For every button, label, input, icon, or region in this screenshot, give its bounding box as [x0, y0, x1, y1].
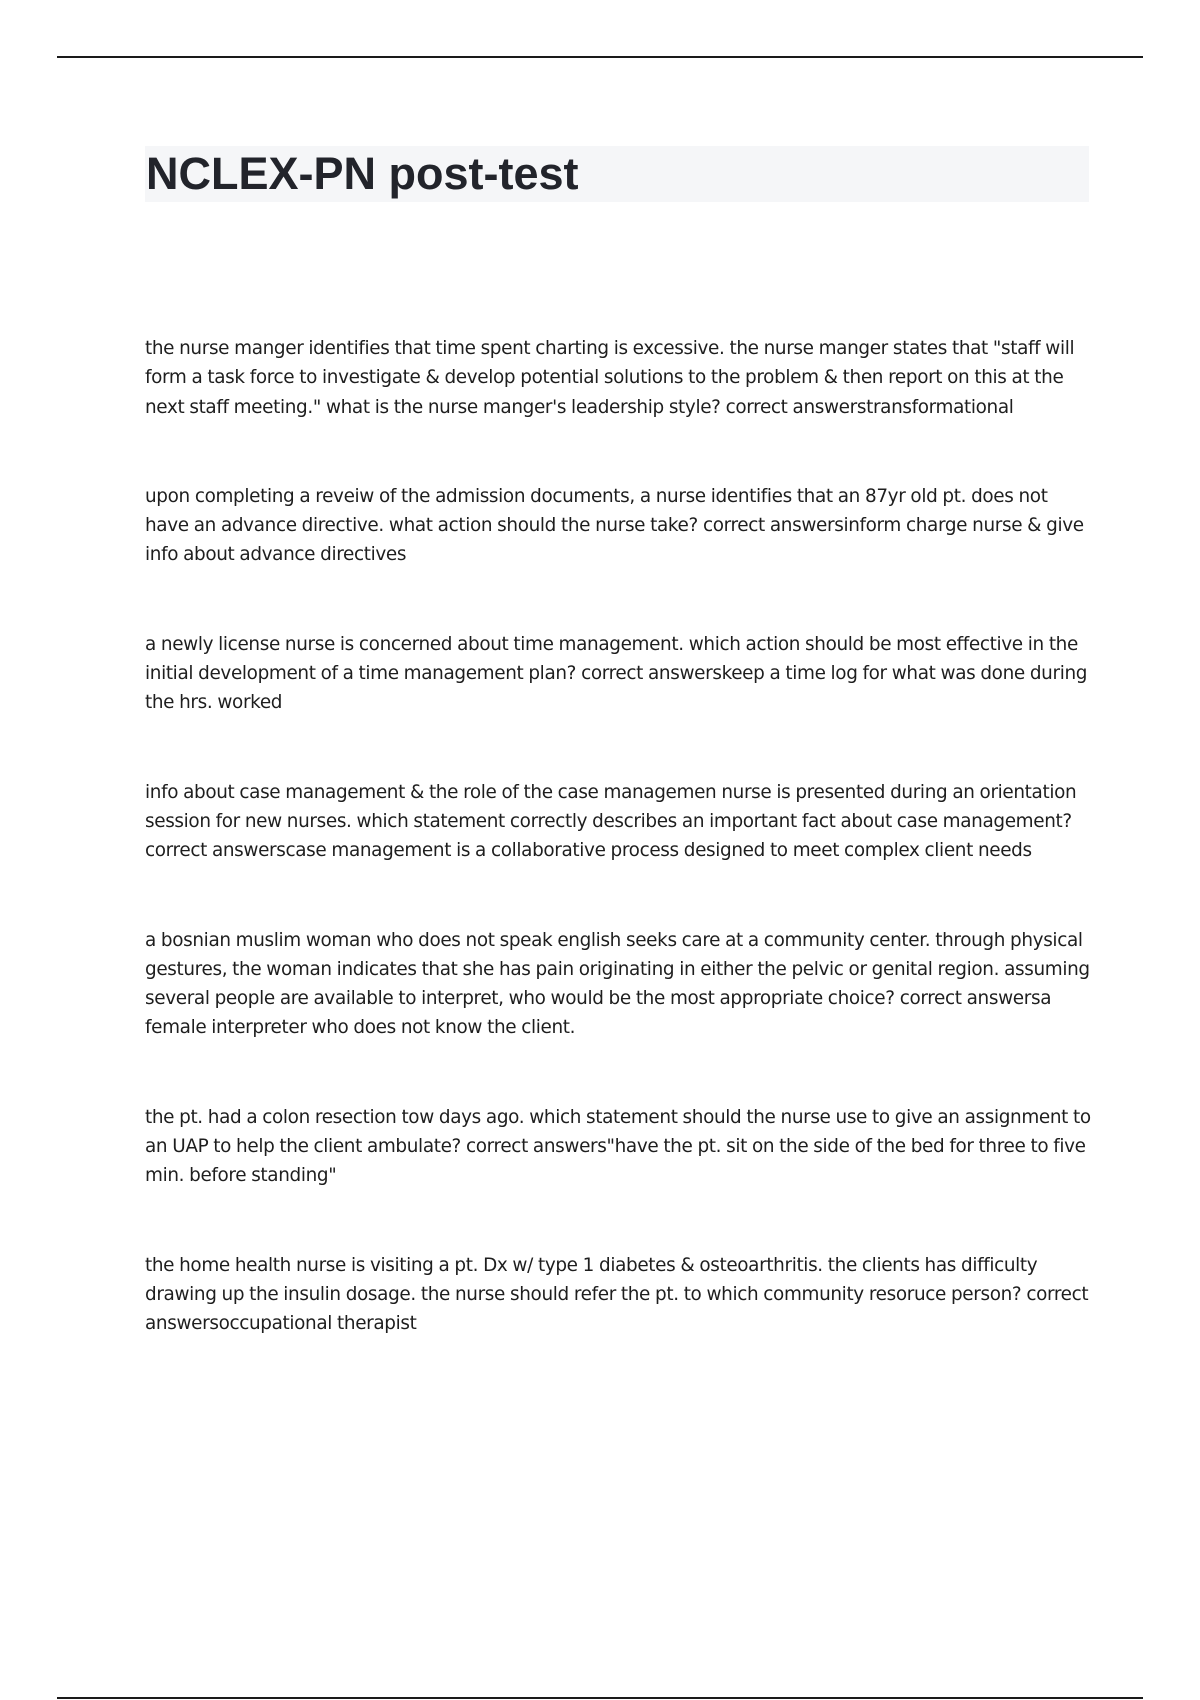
question-text: a newly license nurse is concerned about time management. which action should be most effective in the initial development of a time management plan? [145, 633, 1078, 685]
question-text: the pt. had a colon resection tow days ago. which statement should the nurse use to give an assignment to an UAP to help the client ambulate? [145, 1106, 1091, 1158]
answer-text: transformational [866, 396, 1014, 418]
answer-label: correct answers [145, 1283, 1089, 1335]
answer-text: occupational therapist [218, 1313, 417, 1335]
page-title: NCLEX-PN post-test [146, 148, 579, 199]
answer-label: correct answers [725, 396, 867, 418]
answer-label: correct answers [581, 663, 722, 685]
answer-label: correct answers [465, 1136, 607, 1158]
answer-label: correct answers [899, 988, 1041, 1010]
list-item [145, 926, 1095, 1043]
list-item [145, 334, 1095, 422]
list-item [145, 1103, 1095, 1191]
list-item [145, 778, 1095, 866]
answer-text: case management is a collaborative process designed to meet complex client needs [285, 840, 1032, 862]
question-text: upon completing a reveiw of the admission documents, a nurse identifies that an 87yr old pt. does not have an advance directive. what action should the nurse take? [145, 485, 1048, 537]
top-divider [57, 56, 1143, 58]
list-item [145, 482, 1095, 570]
answer-label: correct answers [145, 840, 286, 862]
answer-text: inform charge nurse & give info about advance directives [145, 515, 1084, 566]
list-item [145, 1251, 1095, 1339]
bottom-divider [57, 1697, 1143, 1699]
answer-label: correct answers [702, 515, 844, 537]
answer-text: keep a time log for what was done during the hrs. worked [145, 663, 1088, 714]
answer-text: "have the pt. sit on the side of the bed for three to five min. before standing" [145, 1136, 1086, 1187]
question-text: the home health nurse is visiting a pt. Dx w/ type 1 diabetes & osteoarthritis. the clients has difficulty drawing up the insulin dosage. the nurse should refer the pt. to which community resoruce person? [145, 1254, 1038, 1305]
list-item [145, 630, 1095, 718]
answer-text: a female interpreter who does not know the client. [145, 988, 1052, 1039]
question-text: the nurse manger identifies that time spent charting is excessive. the nurse manger states that "staff will form a task force to investigate & develop potential solutions to the problem & then report on this at the next staff meeting." what is the nurse manger's leadership style? [145, 338, 1075, 418]
question-text: info about case management & the role of the case managemen nurse is presented during an orientation session for new nurses. which statement correctly describes an important fact about case management? [145, 781, 1077, 832]
question-list [145, 334, 1095, 1399]
question-text: a bosnian muslim woman who does not speak english seeks care at a community center. through physical gestures, the woman indicates that she has pain originating in either the pelvic or genital region. assuming several people are available to interpret, who would be the most appropriate choice? [145, 929, 1090, 1010]
